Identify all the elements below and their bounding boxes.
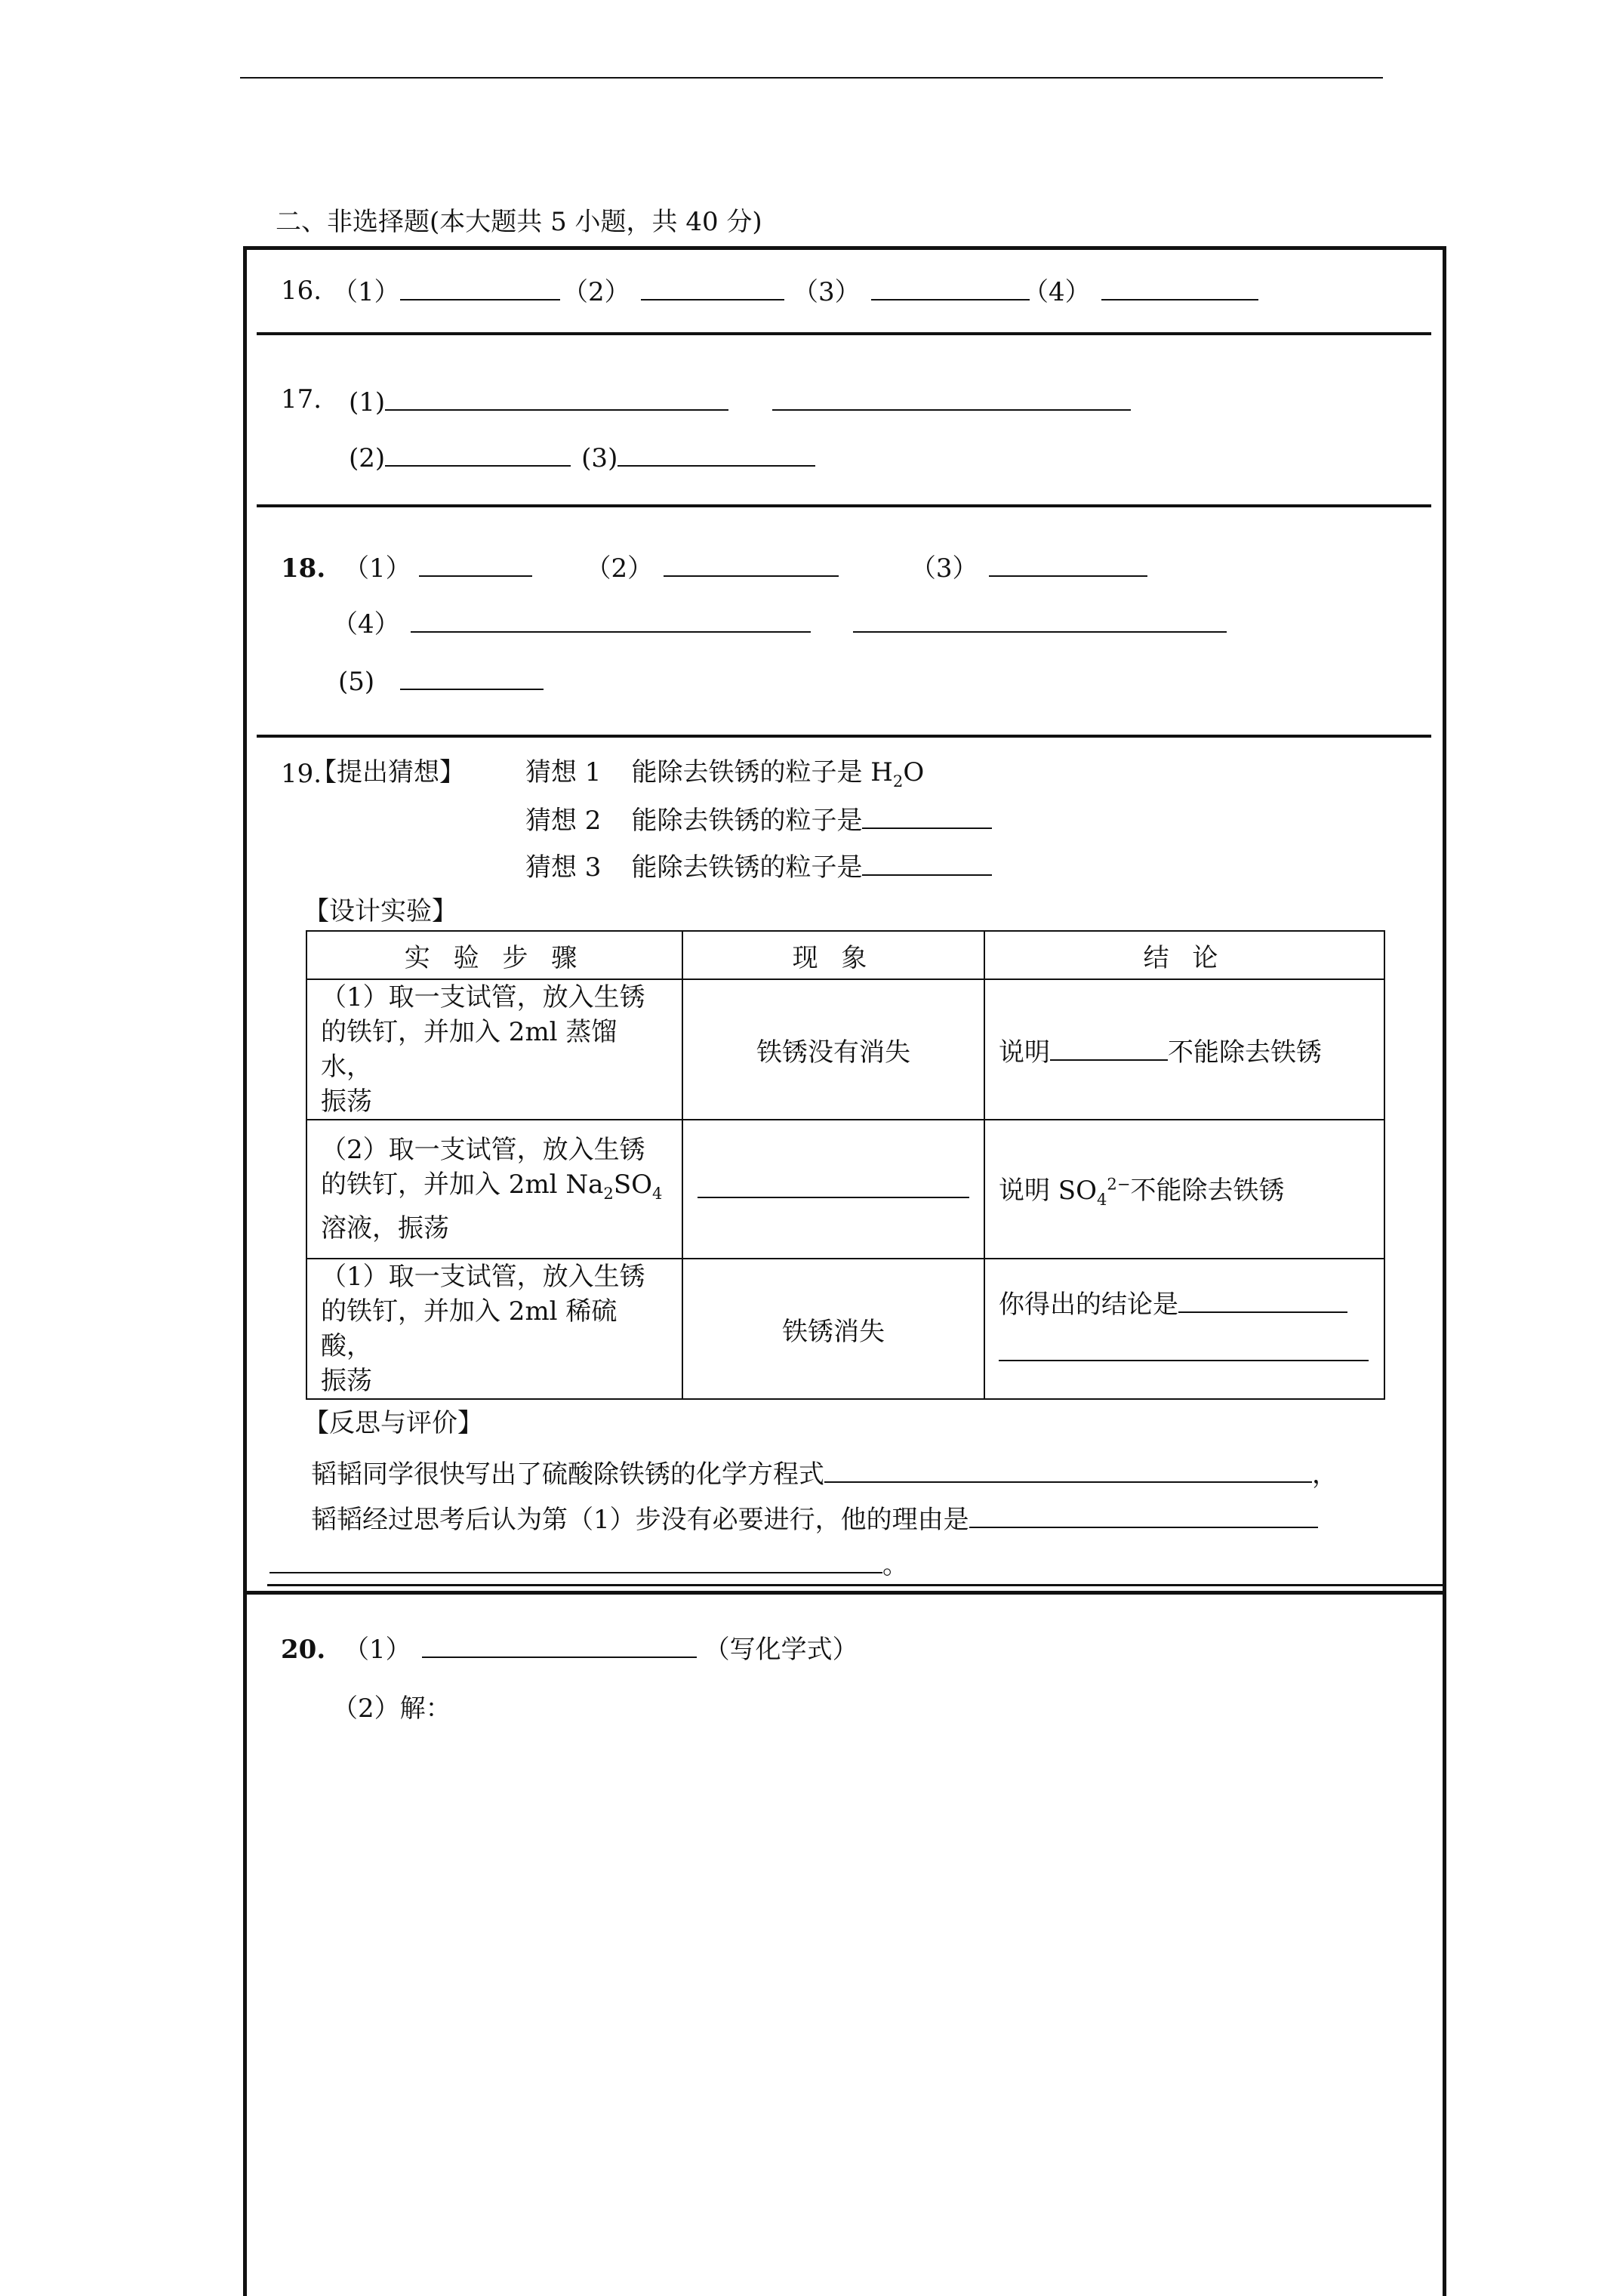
q16-part2-label: （2） <box>562 277 630 307</box>
row2-step <box>306 1120 682 1259</box>
q19-reason-blank-2[interactable] <box>269 1549 882 1573</box>
experiment-table <box>306 930 1385 1400</box>
q19-reflect-comma: ， <box>1312 1459 1338 1490</box>
row3-conclusion-blank-1[interactable] <box>1178 1289 1347 1313</box>
q19-hyp1 <box>525 757 925 791</box>
q16-part2 <box>562 276 784 305</box>
row1-phenomenon: 铁锈没有消失 <box>682 979 984 1120</box>
q19-reflect-period: 。 <box>882 1550 908 1580</box>
q19-equation-blank[interactable] <box>824 1459 1312 1483</box>
row3-conclusion-text: 你得出的结论是 <box>999 1290 1178 1320</box>
q16-part1-label: （1） <box>332 277 400 307</box>
row2-conclusion-pre: 说明 SO <box>999 1176 1097 1207</box>
divider-19-20-a <box>267 1584 1446 1586</box>
q17-part1-label: (1) <box>349 387 386 418</box>
q19-hyp1-tail: O <box>903 757 925 787</box>
divider-17-18 <box>257 504 1431 507</box>
row2-step-mid: SO <box>613 1170 652 1200</box>
row1-step-line3: 振荡 <box>321 1086 372 1117</box>
q20-answer-area[interactable] <box>257 1737 1434 2280</box>
q16-part3 <box>793 276 1030 305</box>
header-conclusion: 结 论 <box>984 931 1384 979</box>
q19-hypothesis-heading: 【提出猜想】 <box>311 757 465 787</box>
q18-blank-5[interactable] <box>400 666 544 690</box>
q19-reflect-line1 <box>311 1459 1338 1490</box>
row3-conclusion-blank-2[interactable] <box>999 1337 1369 1361</box>
q17-part3-label: (3) <box>581 443 618 473</box>
row2-step-line1: （2）取一支试管，放入生锈 <box>321 1135 645 1166</box>
q18-number: 18. <box>281 553 326 584</box>
header-rule <box>240 77 1383 79</box>
row2-conclusion-post: 不能除去铁锈 <box>1130 1176 1285 1207</box>
q16-part1 <box>332 276 560 305</box>
row3-phenomenon: 铁锈消失 <box>682 1259 984 1399</box>
q20-blank-1[interactable] <box>422 1634 697 1658</box>
q16-blank-2[interactable] <box>641 276 784 300</box>
q17-part1 <box>349 387 1131 418</box>
q19-hyp3 <box>525 852 992 883</box>
q19-reason-blank-1[interactable] <box>969 1504 1318 1528</box>
row1-conclusion-post: 不能除去铁锈 <box>1168 1037 1322 1068</box>
experiment-row-2 <box>306 1120 1384 1259</box>
q18-blank-4b[interactable] <box>853 609 1227 633</box>
row2-step-line2-pre: 的铁钉，并加入 2ml Na <box>321 1170 604 1200</box>
q19-hyp2 <box>525 805 992 834</box>
q18-part1-label: （1） <box>343 553 411 584</box>
q16-part4-label: （4） <box>1023 277 1091 307</box>
q18-row3 <box>338 666 544 695</box>
row2-conclusion-sup: 2− <box>1107 1174 1131 1194</box>
q19-reflect-heading: 【反思与评价】 <box>303 1408 483 1438</box>
q16-blank-1[interactable] <box>400 276 560 300</box>
q19-hyp1-label: 猜想 1 <box>525 757 602 787</box>
q20-part2: （2）解： <box>332 1693 451 1724</box>
q17-blank-2[interactable] <box>385 442 571 467</box>
q17-part2 <box>349 442 815 471</box>
box-top <box>243 246 1446 250</box>
q16-part4 <box>1023 276 1258 305</box>
q17-blank-3[interactable] <box>617 442 815 467</box>
q16-blank-3[interactable] <box>871 276 1030 300</box>
row2-phenomenon <box>682 1120 984 1259</box>
experiment-row-3 <box>306 1259 1384 1399</box>
q19-reflect-line2 <box>311 1504 1318 1533</box>
box-right <box>1443 246 1446 2296</box>
row1-step-line1: （1）取一支试管，放入生锈 <box>321 982 645 1012</box>
header-steps: 实 验 步 骤 <box>306 931 682 979</box>
q16-blank-4[interactable] <box>1101 276 1258 300</box>
row2-step-line3: 溶液，振荡 <box>321 1213 449 1244</box>
row3-conclusion-line2 <box>999 1329 1370 1377</box>
q18-row1 <box>343 553 1147 584</box>
q17-blank-1b[interactable] <box>772 387 1131 411</box>
row3-step <box>306 1259 682 1399</box>
row2-step-sub2: 4 <box>651 1183 663 1203</box>
q19-hyp3-blank[interactable] <box>862 852 992 876</box>
row1-conclusion <box>984 979 1384 1120</box>
q20-number: 20. <box>281 1635 326 1665</box>
row2-conclusion <box>984 1120 1384 1259</box>
q19-hyp2-blank[interactable] <box>862 805 992 829</box>
q20-part1 <box>343 1634 858 1663</box>
row2-phenomenon-blank[interactable] <box>698 1174 969 1198</box>
q19-reflect-line3 <box>269 1549 908 1578</box>
q18-part3-label: （3） <box>910 553 978 584</box>
q19-reflect-text1: 韬韬同学很快写出了硫酸除铁锈的化学方程式 <box>311 1459 824 1490</box>
experiment-row-1 <box>306 979 1384 1120</box>
row1-step <box>306 979 682 1120</box>
q16-number: 16. <box>281 276 322 306</box>
q18-blank-3[interactable] <box>989 553 1147 577</box>
q19-hyp2-label: 猜想 2 <box>525 806 602 836</box>
q20-part1-label: （1） <box>343 1635 411 1665</box>
q19-design-heading: 【设计实验】 <box>303 896 457 926</box>
box-left <box>243 246 247 2296</box>
q19-reflect-text2: 韬韬经过思考后认为第（1）步没有必要进行，他的理由是 <box>311 1505 969 1535</box>
row3-conclusion-line1 <box>999 1281 1370 1329</box>
q19-hyp3-label: 猜想 3 <box>525 852 602 883</box>
q19-number: 19. <box>281 759 322 789</box>
row2-conclusion-sub: 4 <box>1096 1189 1107 1209</box>
q18-row2 <box>332 609 1227 637</box>
q18-blank-4a[interactable] <box>411 609 811 633</box>
row3-step-line1: （1）取一支试管，放入生锈 <box>321 1262 645 1292</box>
q16-part3-label: （3） <box>793 277 861 307</box>
q17-part2-label: (2) <box>349 443 386 473</box>
divider-18-19 <box>257 735 1431 738</box>
q18-blank-1[interactable] <box>419 553 532 577</box>
divider-19-20-b <box>243 1591 1446 1595</box>
q18-part5-label: (5) <box>338 667 375 697</box>
q17-blank-1a[interactable] <box>385 387 728 411</box>
q18-blank-2[interactable] <box>664 553 839 577</box>
q17-number: 17. <box>281 384 322 415</box>
experiment-table-header <box>306 931 1384 979</box>
row1-conclusion-pre: 说明 <box>999 1037 1050 1068</box>
q19-hyp2-text: 能除去铁锈的粒子是 <box>631 806 863 836</box>
section-title: 二、非选择题(本大题共 5 小题，共 40 分) <box>276 207 762 237</box>
q19-hyp1-text: 能除去铁锈的粒子是 H <box>631 757 893 787</box>
q19-hyp1-sub: 2 <box>892 771 904 791</box>
divider-16-17 <box>257 332 1431 335</box>
row3-step-line3: 振荡 <box>321 1366 372 1396</box>
row3-conclusion <box>984 1259 1384 1399</box>
q19-hyp3-text: 能除去铁锈的粒子是 <box>631 852 863 883</box>
row2-step-line2 <box>321 1167 668 1211</box>
row1-step-line2: 的铁钉，并加入 2ml 蒸馏水， <box>321 1017 617 1082</box>
q20-part1-note: （写化学式） <box>704 1635 858 1665</box>
row3-step-line2: 的铁钉，并加入 2ml 稀硫酸， <box>321 1296 617 1361</box>
q18-part4-label: （4） <box>332 609 400 639</box>
header-phenomenon: 现 象 <box>682 931 984 979</box>
row2-step-sub1: 2 <box>603 1183 614 1203</box>
row1-conclusion-blank[interactable] <box>1050 1037 1168 1061</box>
q18-part2-label: （2） <box>585 553 654 584</box>
